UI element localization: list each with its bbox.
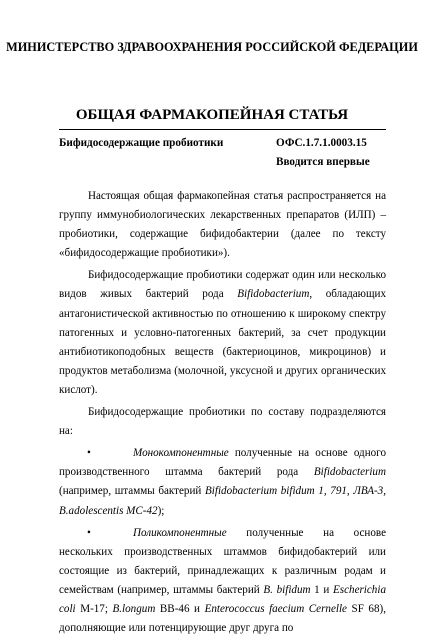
strain-names: Bifidobacterium bifidum 1, 791, ЛВА-3, B.adolescentis MC-42 [59, 485, 386, 517]
text-run: 1 и [310, 583, 333, 596]
paragraph-scope: Настоящая общая фармакопейная статья распространяется на группу иммунобиологических лекарственных препаратов (ИЛП) – пробиотики, содержащие бифидобактерии (далее по тексту «бифидосодержащие пробиотики»). [59, 190, 386, 260]
text-run: М-17; [75, 602, 113, 615]
term-monocomponent: Монокомпонентные [133, 447, 229, 460]
ministry-header: МИНИСТЕРСТВО ЗДРАВООХРАНЕНИЯ РОССИЙСКОЙ ФЕДЕРАЦИИ [6, 40, 418, 54]
genus-name: Bifidobacterium [237, 288, 310, 301]
text-run: , обладающих антагонистической активностью по отношению к широкому спектру патогенных и условно-патогенных бактерий, за счет продукции антибиотикоподобных веществ (бактериоцинов, микроцинов) и продуктов метаболизма (молочной, уксусной и других органических кислот). [59, 288, 387, 396]
text-run: полученные на основе нескольких производственных штаммов бифидобактерий или состоящие из бактерий, принадлежащих к различным родам и семействам (например, штаммы бактерий [59, 526, 386, 596]
genus-name: Bifidobacterium [313, 466, 386, 479]
text-run: Бифидосодержащие пробиотики содержат один или несколько видов живых бактерий рода [59, 269, 386, 301]
introduced-note: Вводится впервые [276, 156, 370, 168]
text-run: (например, штаммы бактерий [59, 485, 205, 498]
paragraph-classification: Бифидосодержащие пробиотики по составу подразделяются на: [59, 406, 386, 438]
document-body [59, 187, 386, 641]
list-item-monocomponent [59, 444, 386, 520]
bullet-icon: • [87, 526, 91, 539]
strain-name: B.longum [112, 602, 156, 615]
bullet-icon: • [87, 447, 91, 460]
strain-name: Enterococcus faecium Cernelle [204, 602, 347, 615]
text-run: полученные на основе одного производственного штамма бактерий рода [59, 447, 386, 479]
paragraph-composition [59, 266, 386, 400]
strain-name: B. bifidum [263, 583, 311, 596]
strain-name: Escherichia coli [59, 583, 386, 615]
list-item-polycomponent [59, 524, 386, 639]
term-polycomponent: Поликомпонентные [133, 526, 227, 539]
text-run: ВВ-46 и [155, 602, 205, 615]
document-title: ОБЩАЯ ФАРМАКОПЕЙНАЯ СТАТЬЯ [75, 107, 349, 123]
article-code: ОФС.1.7.1.0003.15 [276, 137, 367, 149]
article-subject: Бифидосодержащие пробиотики [59, 137, 224, 149]
title-divider [59, 129, 386, 130]
text-run: ); [157, 504, 165, 517]
text-run: SF 68), дополняющие или потенцирующие друг друга по [59, 602, 386, 635]
